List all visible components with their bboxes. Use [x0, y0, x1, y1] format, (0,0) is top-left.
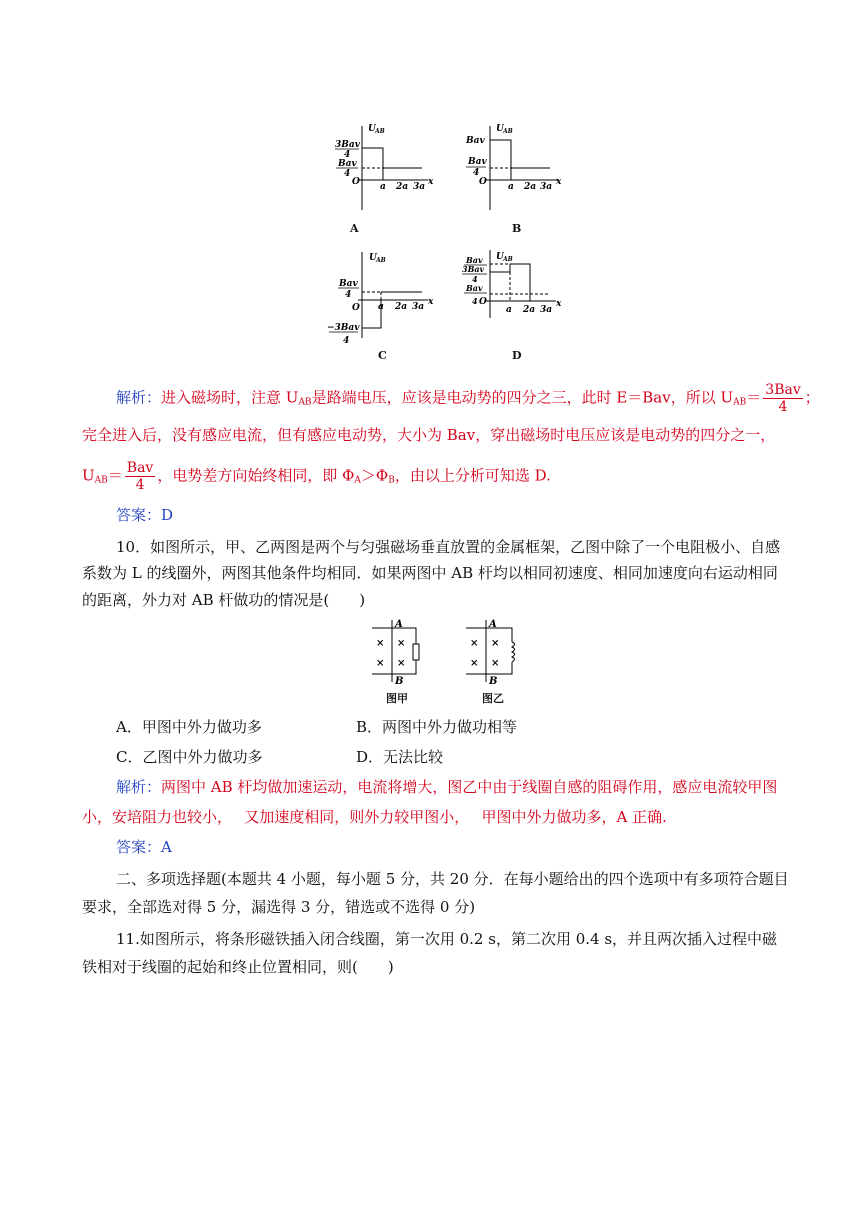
- q10-answer: 答案：A: [116, 838, 172, 856]
- rod-label-b: B: [395, 676, 404, 686]
- x-axis-label: x: [428, 297, 434, 307]
- q11-stem-line1: 11.如图所示，将条形磁铁插入闭合线圈，第一次用 0.2 s，第二次用 0.4 s，并且两次插入过程中磁: [116, 930, 778, 948]
- tick-a: a: [506, 305, 512, 315]
- field-cross: ×: [491, 638, 500, 649]
- tick-2a: 2a: [395, 302, 408, 312]
- tick-3bav: 3Bav: [462, 264, 485, 274]
- y-axis-label: U: [368, 124, 376, 134]
- tick-bav: Bav: [339, 279, 358, 289]
- y-axis-sub: AB: [503, 256, 513, 263]
- rod-label-a: A: [395, 619, 403, 630]
- q10-stem-line1: 10．如图所示，甲、乙两图是两个与匀强磁场垂直放置的金属框架，乙图中除了一个电阻极小、自感: [116, 538, 781, 556]
- tick-denom: 4: [473, 168, 480, 178]
- figure-b-caption: 图乙: [482, 692, 504, 705]
- tick-denom: 4: [343, 336, 350, 346]
- tick-denom: 4: [472, 274, 478, 284]
- q9-solution-line3: $U_{AB}=$ $\frac{\text{Bav}}{4}$ ，电势差方向始终相同，即 $\Phi_A>\Phi_B$，由以上分析可知选 D.: [82, 460, 551, 493]
- tick-2a: 2a: [396, 182, 409, 192]
- origin-label: O: [352, 177, 360, 187]
- origin-label: O: [479, 177, 487, 187]
- q9-solution-line2: 完全进入后，没有感应电流，但有感应电动势，大小为 Bav，穿出磁场时电压应该是电动势的四分之一，: [82, 426, 776, 444]
- q10-option-b[interactable]: B．两图中外力做功相等: [356, 718, 518, 736]
- graph-c-label: C: [378, 349, 387, 362]
- q9-answer: 答案：D: [116, 506, 174, 524]
- fraction-3bav-4: $\frac{\text{3Bav}}{4}$: [765, 382, 801, 415]
- tick-bav: Bav: [466, 283, 483, 293]
- circuit-figure-b: [462, 618, 532, 686]
- y-axis-sub: AB: [375, 128, 385, 135]
- field-cross: ×: [470, 638, 479, 649]
- q10-stem-line3: 的距离，外力对 AB 杆做功的情况是( ): [82, 591, 366, 609]
- tick-3a: 3a: [412, 302, 425, 312]
- field-cross: ×: [376, 658, 385, 669]
- solution-prefix: 解析：: [116, 388, 162, 407]
- fraction-bav-4: $\frac{\text{Bav}}{4}$: [126, 460, 154, 493]
- field-cross: ×: [470, 658, 479, 669]
- tick-2a: 2a: [523, 305, 536, 315]
- graph-b: [462, 118, 572, 218]
- solution-prefix: 解析：: [116, 778, 162, 796]
- q10-option-a[interactable]: A．甲图中外力做功多: [116, 718, 262, 736]
- tick-denom: 4: [345, 290, 352, 300]
- figure-a-caption: 图甲: [386, 692, 408, 705]
- tick-neg3bav: −3Bav: [327, 323, 360, 333]
- y-axis-sub: AB: [376, 257, 386, 264]
- q10-solution-line2: 小，安培阻力也较小， 又加速度相同，则外力较甲图小， 甲图中外力做功多，A 正确.: [82, 808, 667, 826]
- q10-stem-line2: 系数为 L 的线圈外，两图其他条件均相同．如果两图中 AB 杆均以相同初速度、相同加速度向右运动相同: [82, 564, 778, 582]
- tick-3a: 3a: [540, 305, 553, 315]
- tick-3a: 3a: [540, 182, 553, 192]
- tick-3bav: 3Bav: [335, 140, 360, 150]
- tick-denom: 4: [472, 296, 478, 306]
- q9-solution-line1: 解析：进入磁场时，注意 $U_{AB}$是路端电压，应该是电动势的四分之三，此时 E＝Bav，所以 $U_{AB}=$ $\frac{\text{3Bav}}{4}$ ；: [116, 382, 820, 415]
- origin-label: O: [352, 303, 360, 313]
- tick-3a: 3a: [413, 182, 426, 192]
- tick-bav: Bav: [466, 136, 485, 146]
- q10-solution-line1: 解析：两图中 AB 杆均做加速运动，电流将增大，图乙中由于线圈自感的阻碍作用，感应电流较甲图: [116, 778, 778, 796]
- tick-bav: Bav: [338, 159, 357, 169]
- circuit-figure-a: [368, 618, 438, 686]
- tick-bav: Bav: [466, 255, 483, 265]
- field-cross: ×: [376, 638, 385, 649]
- tick-denom: 4: [344, 169, 351, 179]
- graph-d-label: D: [512, 349, 522, 362]
- x-axis-label: x: [556, 299, 562, 309]
- origin-label: O: [479, 297, 487, 307]
- graph-d: [460, 246, 575, 346]
- y-axis-label: U: [369, 253, 377, 263]
- rod-label-a: A: [489, 619, 497, 630]
- y-axis-label: U: [496, 252, 504, 262]
- tick-a: a: [378, 302, 384, 312]
- q10-option-c[interactable]: C．乙图中外力做功多: [116, 748, 263, 766]
- x-axis-label: x: [556, 177, 562, 187]
- graph-b-label: B: [512, 222, 522, 235]
- field-cross: ×: [397, 658, 406, 669]
- q11-stem-line2: 铁相对于线圈的起始和终止位置相同，则( ): [82, 958, 394, 976]
- field-cross: ×: [397, 638, 406, 649]
- rod-label-b: B: [489, 676, 498, 686]
- q10-option-d[interactable]: D．无法比较: [356, 748, 444, 766]
- x-axis-label: x: [428, 177, 434, 187]
- y-axis-label: U: [496, 124, 504, 134]
- tick-denom: 4: [344, 150, 351, 160]
- tick-2a: 2a: [524, 182, 537, 192]
- y-axis-sub: AB: [503, 128, 513, 135]
- graph-a-label: A: [350, 222, 359, 235]
- tick-a: a: [380, 182, 386, 192]
- tick-a: a: [508, 182, 514, 192]
- graph-c: [325, 248, 440, 348]
- graph-a: [330, 118, 440, 218]
- tick-bav: Bav: [468, 157, 487, 167]
- section2-heading-line2: 要求，全部选对得 5 分，漏选得 3 分，错选或不选得 0 分): [82, 898, 476, 916]
- field-cross: ×: [491, 658, 500, 669]
- section2-heading-line1: 二、多项选择题(本题共 4 小题，每小题 5 分，共 20 分．在每小题给出的四个选项中有多项符合题目: [116, 870, 789, 888]
